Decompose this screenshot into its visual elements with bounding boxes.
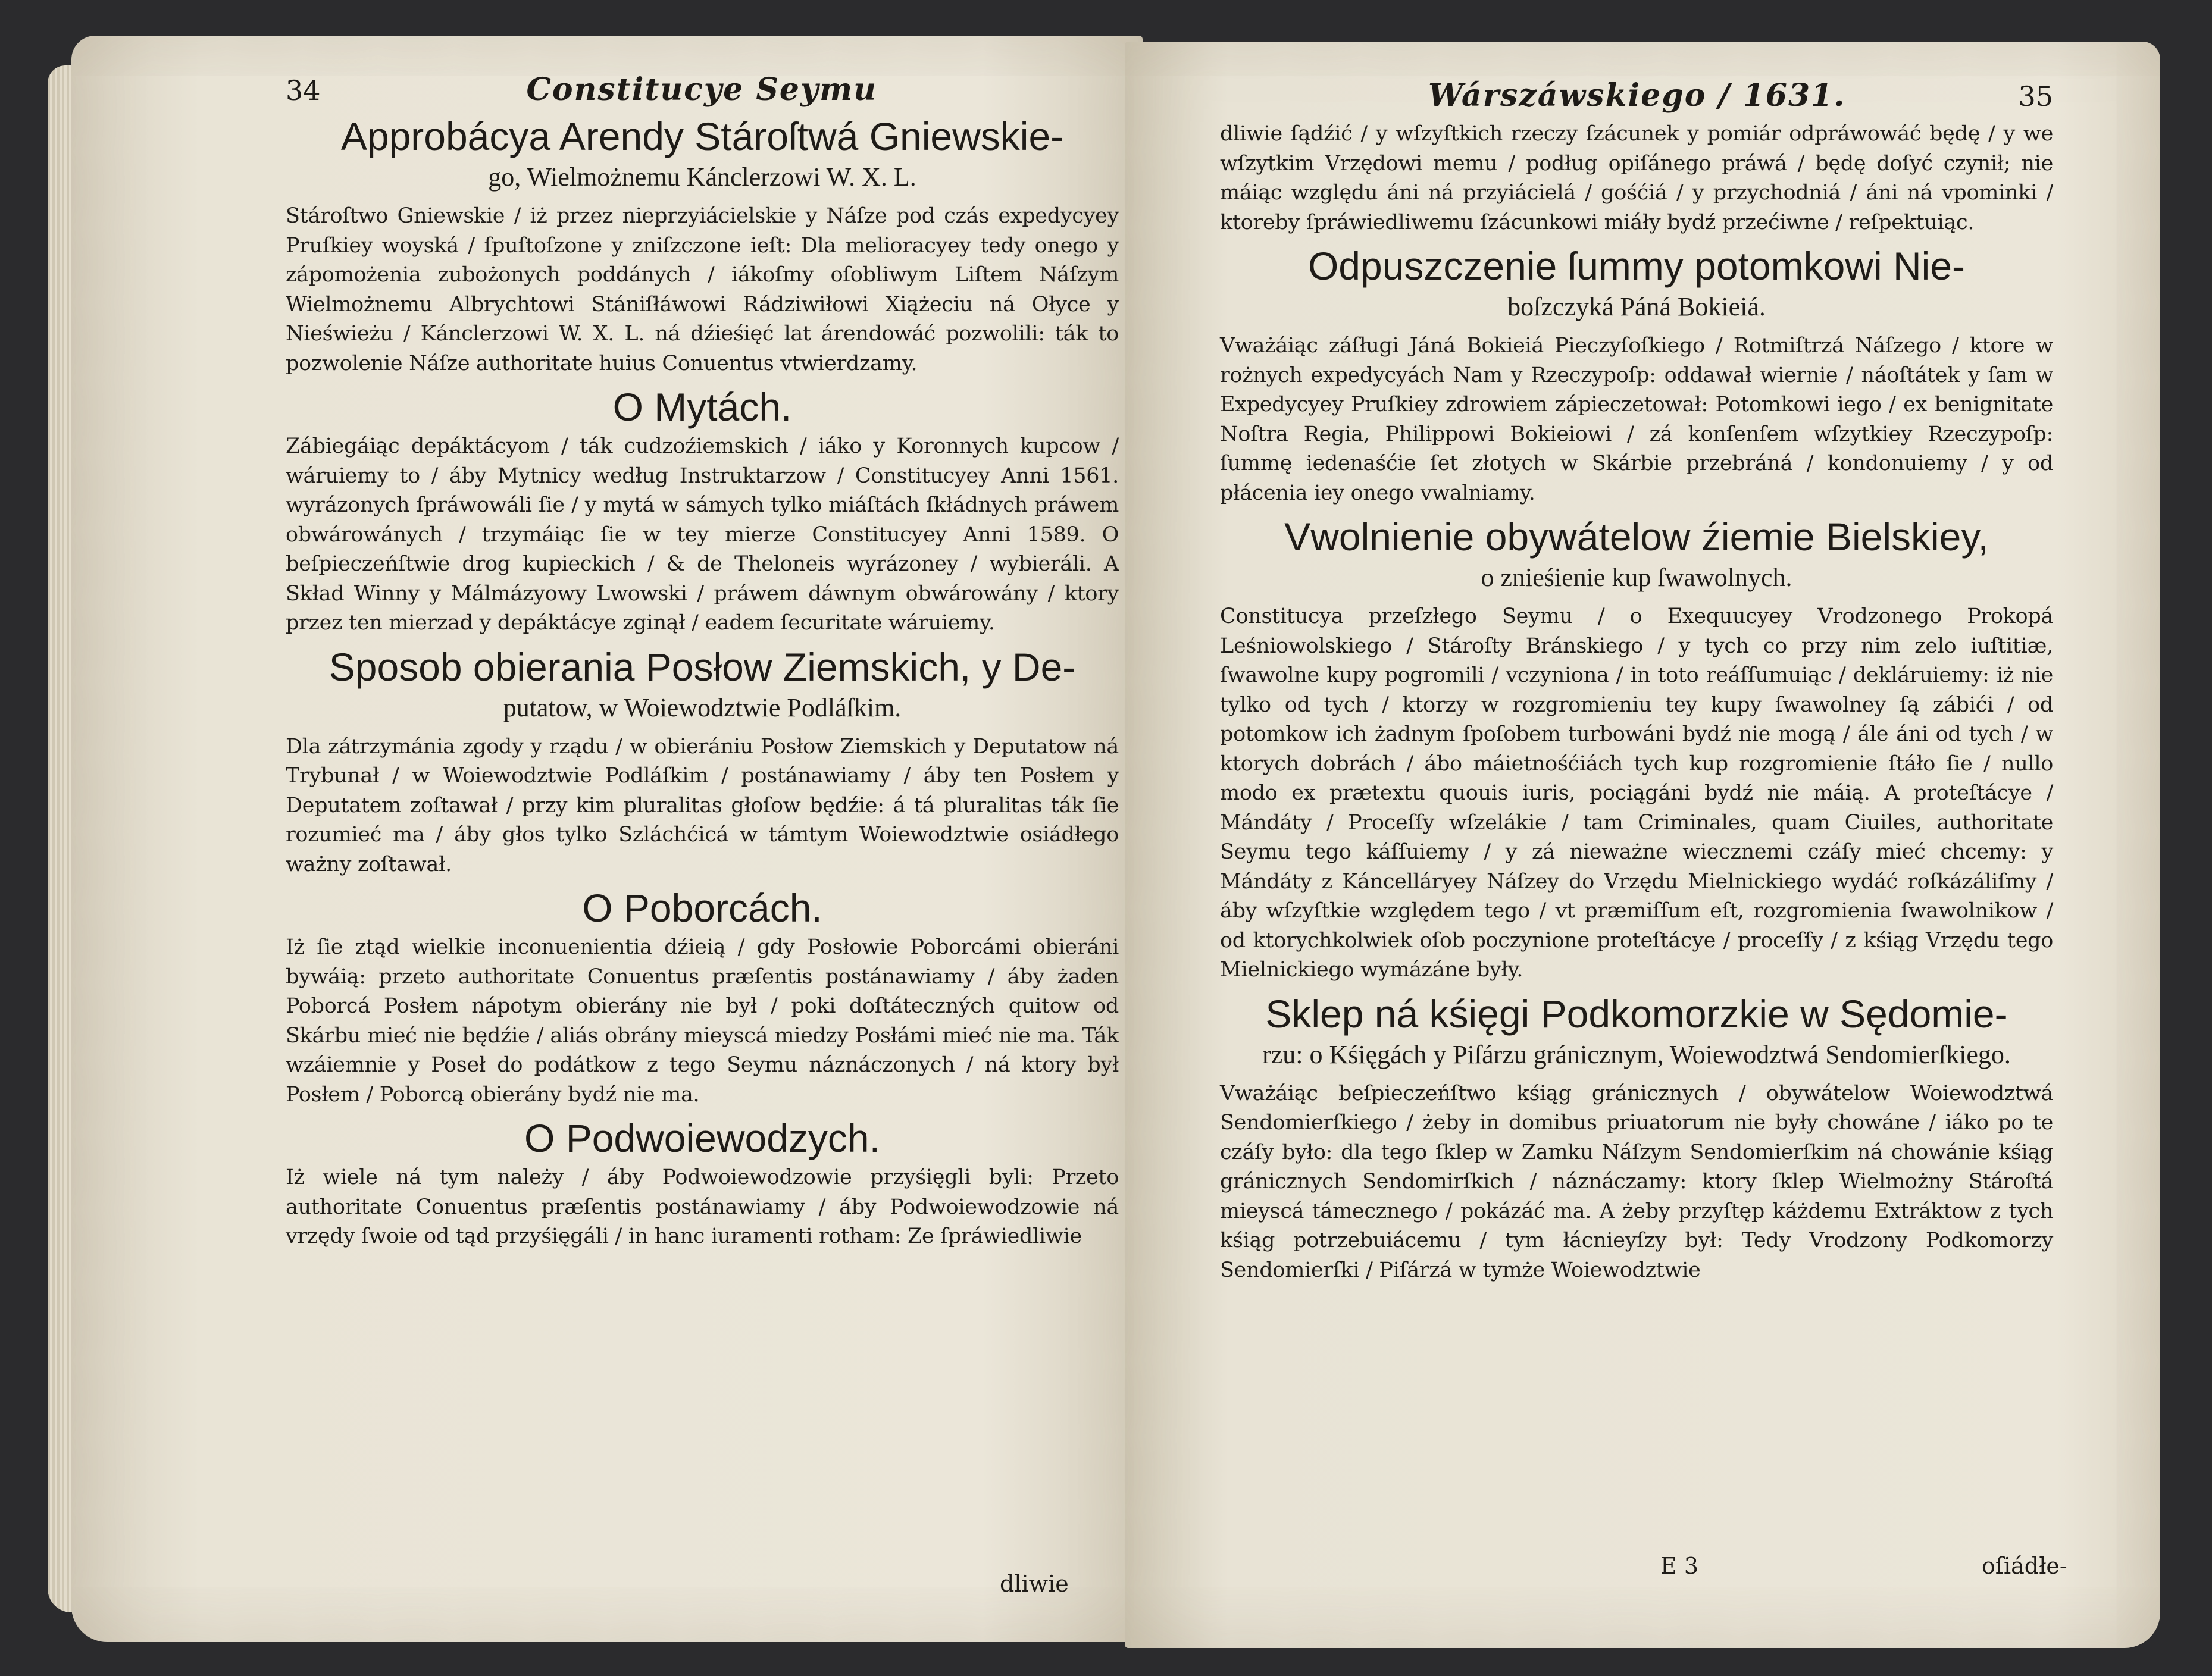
- section-subheading: rzu: o Kśięgách y Piſárzu gránicznym, Woiewodztwá Sendomierſkiego.: [1262, 1039, 2011, 1069]
- signature-mark: E 3: [1660, 1553, 1698, 1579]
- left-page: [71, 36, 1143, 1642]
- section-heading: O Podwoiewodzych.: [524, 1116, 880, 1160]
- page-number: 34: [286, 74, 321, 106]
- section-subheading: go, Wielmożnemu Kánclerzowi W. X. L.: [488, 162, 916, 192]
- section-subheading: boſzczyká Páná Bokieiá.: [1507, 292, 1766, 321]
- section-subheading: o znieśienie kup ſwawolnych.: [1481, 563, 1792, 592]
- page-number: 35: [2018, 80, 2053, 112]
- section-bokiei: [1220, 243, 2053, 508]
- section-podwoiewodzowie: [286, 1116, 1119, 1252]
- right-page: [1125, 42, 2160, 1648]
- left-running-head: [286, 71, 1119, 108]
- section-text: Iż ſie ztąd wielkie inconuenientia dźieią / gdy Posłowie Poborcámi obieráni bywáią: przeto authoritate Conuentus præſentis postánawiamy / áby żaden Poborcá Posłem nápotym obierány nie był / poki doſtáteczných quitow od Skárbu mieć nie będźie / aliás obrány mieyscá miedzy Posłámi mieć nie ma. Ták wzáiemnie y Poseł do podátkow z tego Seymu náznáczonych / ná ktory był Posłem / Poborcą obierány bydź nie ma.: [286, 935, 1119, 1107]
- section-sklep: [1220, 991, 2053, 1286]
- catchword: dliwie: [1000, 1571, 1069, 1597]
- section-heading: Odpuszczenie ſummy potomkowi Nie-: [1307, 244, 1966, 288]
- section-oath-continued: [1220, 120, 2053, 237]
- section-text: dliwie ſądźić / y wſzyſtkich rzeczy ſzácunek y pomiár odpráwowáć będę / y we wſzytkim Vrzędowi memu / podług opiſánego práwá / będę doſyć czynił; nie máiąc względu áni ná przyiácielá / gośćiá / y przychodniá / áni ná vpominki / ktoreby ſpráwiedliwemu ſzácunkowi miáły bydź przećiwne / reſpektuiąc.: [1220, 122, 2053, 234]
- catchword: oſiádłe-: [1982, 1553, 2067, 1579]
- right-page-content: [1220, 77, 2053, 1291]
- running-title: Wárszáwskiego / 1631.: [1428, 77, 1846, 114]
- section-heading: Sklep ná kśięgi Podkomorzkie w Sędomie-: [1265, 991, 2008, 1036]
- section-subheading: putatow, w Woiewodztwie Podláſkim.: [503, 693, 902, 722]
- section-myta: [286, 384, 1119, 638]
- section-poborcy: [286, 885, 1119, 1110]
- section-text: Constitucya przeſzłego Seymu / o Exequucyey Vrodzonego Prokopá Leśniowolskiego / Stároſty Bránskiego / y tych co przy nim zelo iuſtitiæ, ſwawolne kupy pogromili / vczyniona / in toto reáſſumuiąc / dekláruiemy: iż nie tylko od tych / ktorzy w rozgromieniu tey kupy ſwawolney ſą zábići / od potomkow ich żadnym ſpoſobem turbowáni bydź nie mogą / ále áni od tych / w ktorych dobrách / ábo máietnośćiách tych kup rozgromienie ſtáło ſie / nullo modo ex prætextu quouis iuris, pociągáni bydź nie máią. A proteſtácye / Mándáty / Proceſſy wſzelákie / tam Criminales, quam Ciuiles, authoritate Seymu tego káſſuiemy / y zá nieważne wiecznemi czáſy mieć chcemy: y Mándáty z Káncelláryey Náſzey do Vrzędu Mielnickiego wydáć roſkázáliſmy / áby wſzyſtkie względem tego / vt præmiſſum eſt, rozgromienia ſwawolnikow / od ktorychkolwiek oſob poczynione proteſtácye / proceſſy / z kśiąg Vrzędu tego Mielnickiego wymázáne były.: [1220, 604, 2053, 982]
- section-heading: Vwolnienie obywátelow źiemie Bielskiey,: [1284, 515, 1989, 559]
- running-title: Constitucye Seymu: [526, 71, 878, 108]
- section-text: Dla zátrzymánia zgody y rządu / w obierániu Posłow Ziemskich y Deputatow ná Trybunał / w Woiewodztwie Podláſkim / postánawiamy / áby ten Posłem y Deputatem zoſtawał / przy kim pluralitas głoſow będźie: á tá pluralitas ták ſie rozumieć ma / áby głos tylko Szláchćicá w támtym Woiewodztwie osiádłego ważny zoſtawał.: [286, 734, 1119, 876]
- section-heading: O Mytách.: [612, 385, 792, 429]
- section-text: Zábiegáiąc depáktácyom / ták cudzoźiemskich / iáko y Koronnych kupcow / wáruiemy to / áby Mytnicy według Instruktarzow / Constitucyey Anni 1561. wyrázonych ſpráwowáli ſie / y mytá w sámych tylko miáſtách ſkłádnych práwem obwárowánych / trzymáiąc ſie w tey mierze Constitucyey Anni 1589. O beſpieczeńſtwie drog kupieckich / & de Theloneis wyrázoney / wybieráli. A Skład Winny y Málmázyowy Lwowski / práwem dáwnym obwárowány / ktory przez ten mierzad y depáktácye zginął / eadem ſecuritate wáruiemy.: [286, 434, 1119, 635]
- section-heading: O Poborcách.: [582, 886, 822, 930]
- section-text: Iż wiele ná tym należy / áby Podwoiewodzowie przyśięgli byli: Przeto authoritate Conuentus præſentis postánawiamy / áby Podwoiewodzowie ná vrzędy ſwoie od tąd przyśięgáli / in hanc iuramenti rotham: Ze ſpráwiedliwie: [286, 1166, 1119, 1248]
- section-heading: Sposob obierania Posłow Ziemskich, y De-: [328, 644, 1076, 689]
- open-book: [36, 24, 2178, 1654]
- section-text: Vważáiąc beſpieczeńſtwo kśiąg gránicznych / obywátelow Woiewodztwá Sendomierſkiego / żeby in domibus priuatorum nie były chowáne / iáko po te czáſy było: dla tego ſklep w Zamku Náſzym Sendomierſkim ná chowánie kśiąg gránicznych Sendomirſkich / náznáczamy: ktory ſklep Wielmożny Stároſtá mieyscá támecznego / pokázáć ma. A żeby przyſtęp káżdemu Extráktow z tych kśiąg potrzebuiácemu / tym łácnieyſzy był: Tedy Vrodzony Podkomorzy Sendomierſki / Piſárzá w tymże Woiewodztwie: [1220, 1081, 2053, 1282]
- section-text: Vważáiąc záſługi Jáná Bokieiá Pieczyſoſkiego / Rotmiſtrzá Náſzego / ktore w rożnych expedycyách Nam y Rzeczypoſp: oddawał wiernie / náoſtátek y ſam w Expedycyey Pruſkiey zdrowiem zápieczetował: Potomkowi iego / ex benignitate Noſtra Regia, Philippowi Bokieiowi / zá konſenſem wſzytkiey Rzeczypoſp: ſummę iedenaśćie ſet złotych w Skárbie przebráná / kondonuiemy / y od płácenia iey onego vwalniamy.: [1220, 334, 2053, 505]
- section-text: Stároſtwo Gniewskie / iż przez nieprzyiácielskie y Náſze pod czás expedycyey Pruſkiey woyská / ſpuſtoſzone y zniſzczone ieſt: Dla melioracyey tedy onego y zápomożenia zubożonych poddánych / iákoſmy oſobliwym Liſtem Náſzym Wielmożnemu Albrychtowi Stániſłáwowi Rádziwiłowi Xiążeciu ná Ołyce y Nieświeżu / Kánclerzowi W. X. L. ná dźieśięć lat árendowáć pozwolili: ták to pozwolenie Náſze authoritate huius Conuentus vtwierdzamy.: [286, 204, 1119, 375]
- left-page-content: [286, 71, 1119, 1258]
- right-running-head: [1220, 77, 2053, 114]
- section-bielsk: [1220, 514, 2053, 985]
- section-heading: Approbácya Arendy Stároſtwá Gniewskie-: [340, 114, 1064, 158]
- section-arenda: [286, 114, 1119, 378]
- section-poslowie: [286, 644, 1119, 880]
